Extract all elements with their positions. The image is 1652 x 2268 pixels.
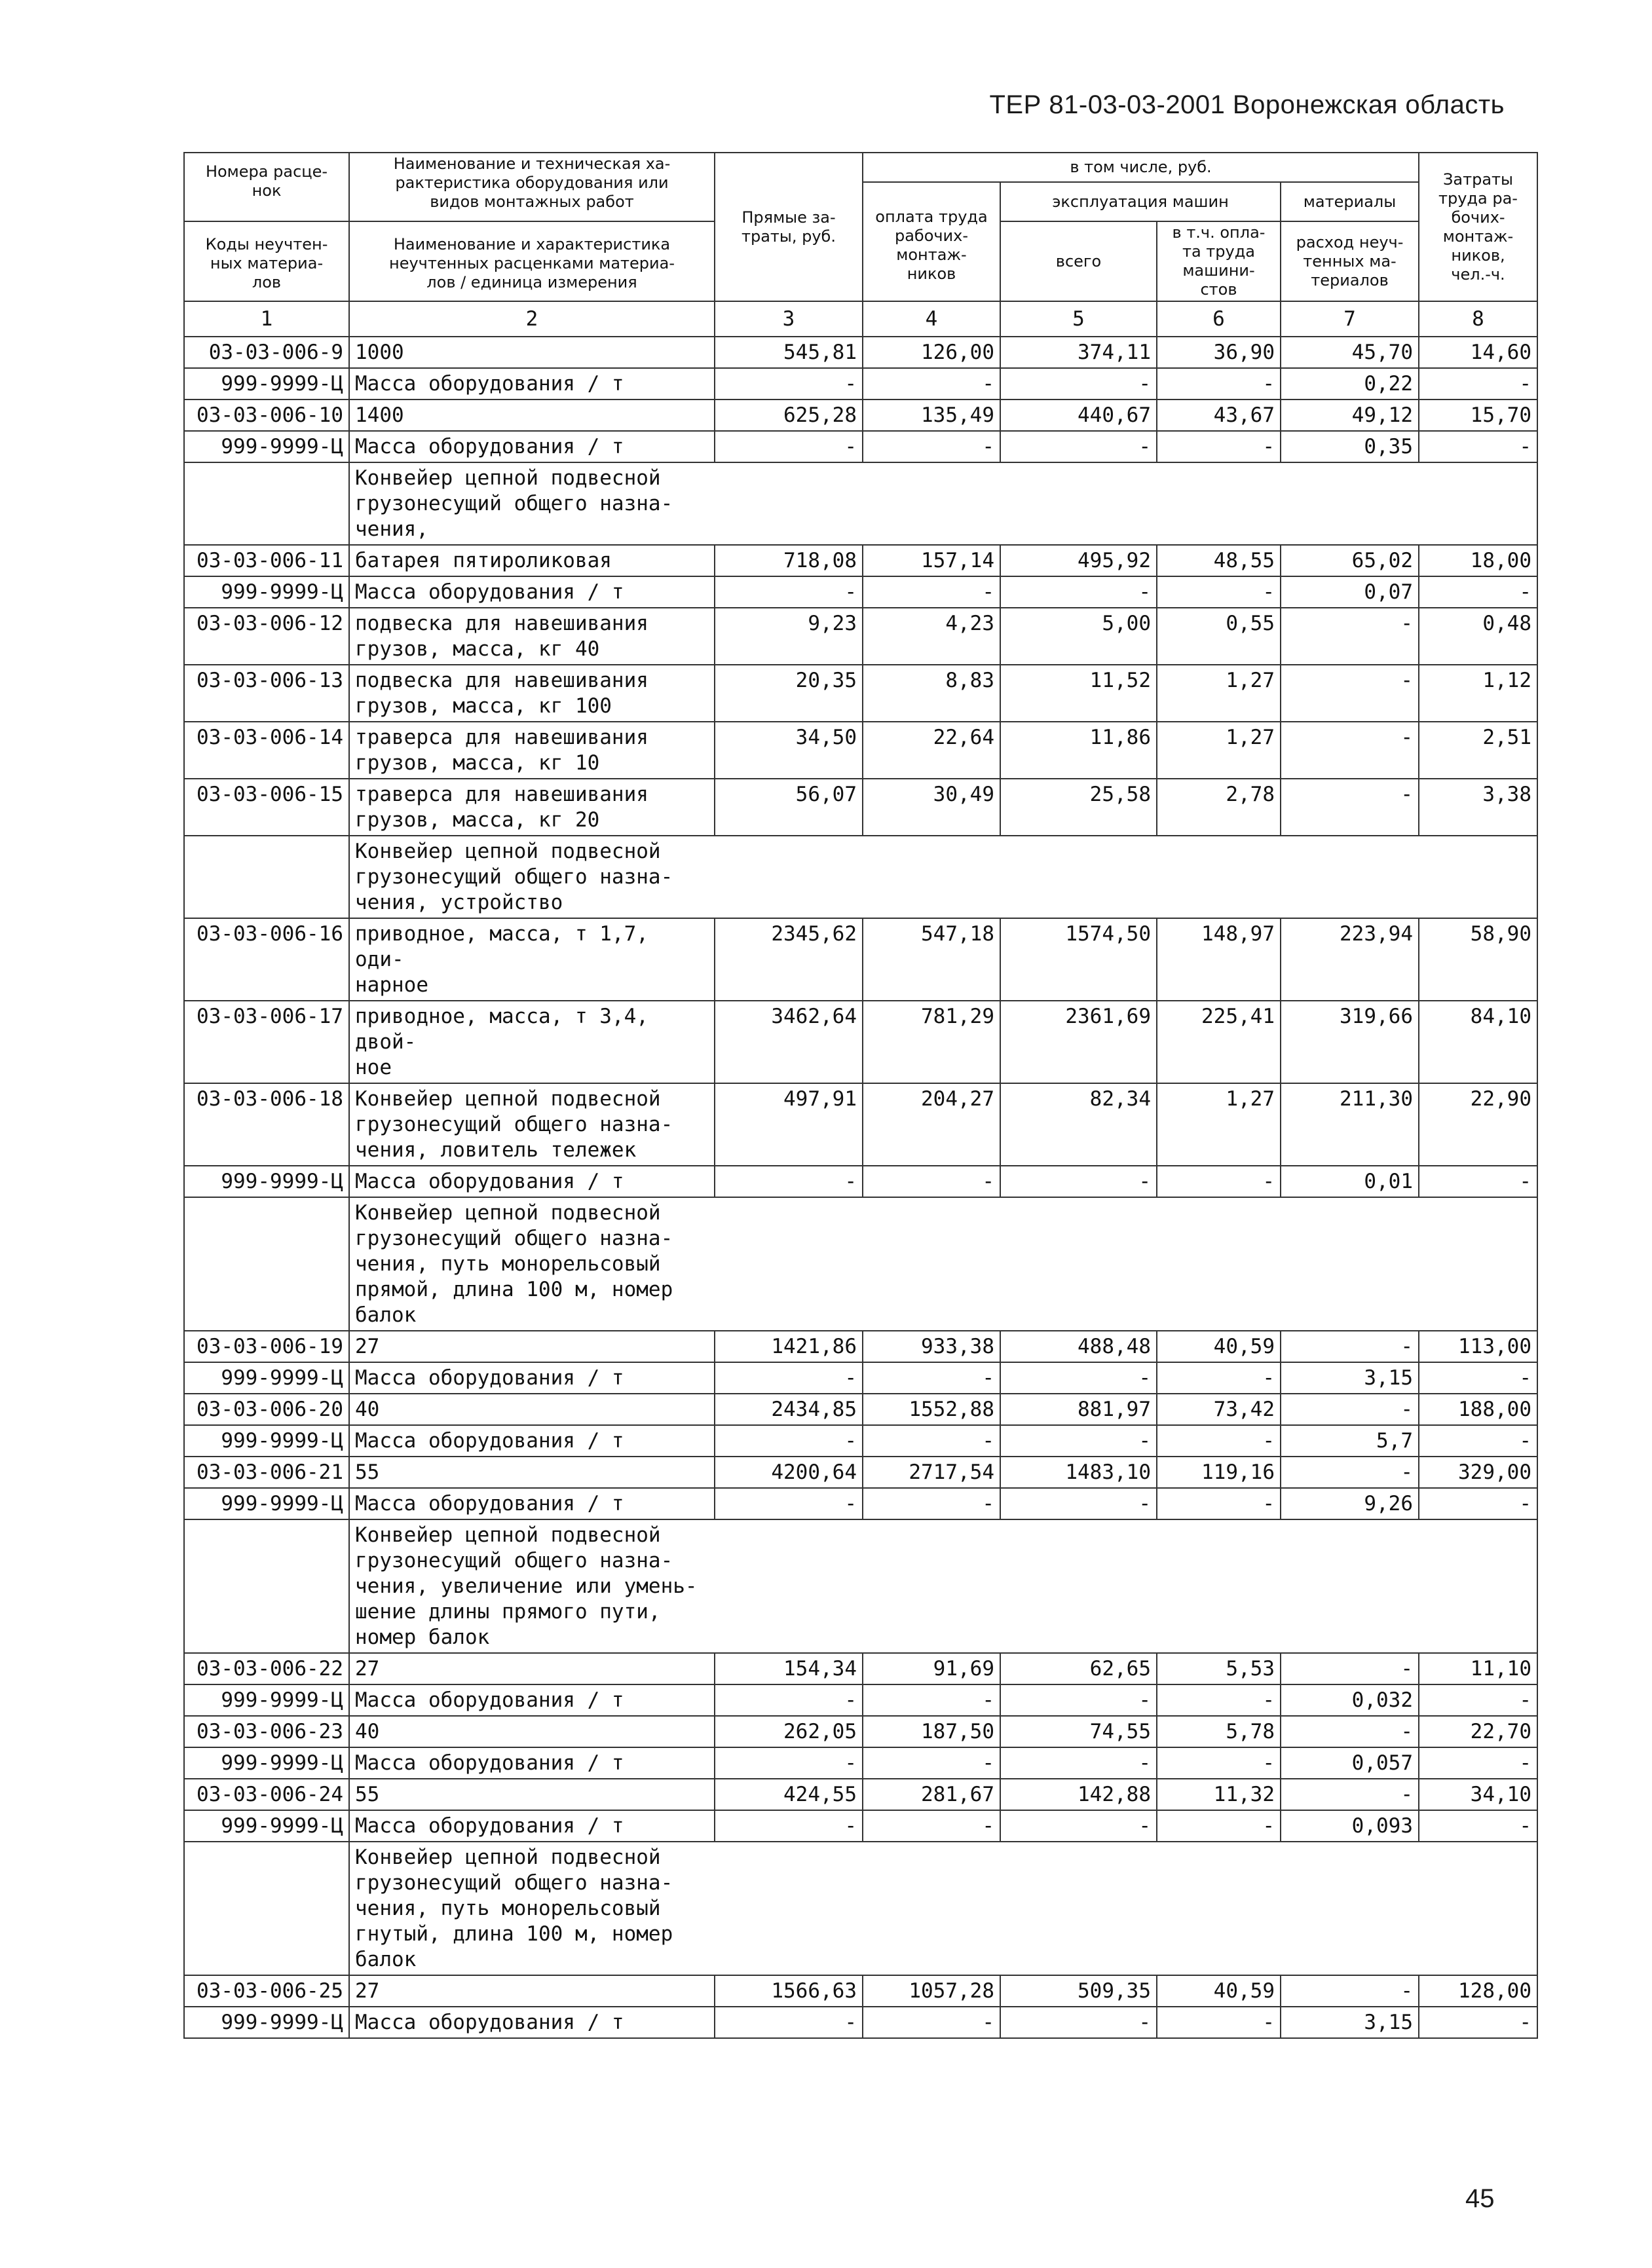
value-labor: 187,50 (863, 1716, 1000, 1747)
value-labor: - (863, 576, 1000, 608)
value-hours: 84,10 (1419, 1001, 1537, 1083)
value-mach-labor: 1,27 (1157, 722, 1281, 779)
value-hours: 18,00 (1419, 545, 1537, 576)
value-direct: 154,34 (715, 1653, 863, 1684)
section-heading: Конвейер цепной подвесной грузонесущий общего назна- чения, путь монорельсовый прямой, длина 100 м, номер балок (349, 1197, 1537, 1331)
value-labor: 781,29 (863, 1001, 1000, 1083)
column-number: 5 (1000, 301, 1157, 337)
material-name: Масса оборудования / т (349, 1488, 715, 1519)
value-mach: - (1000, 1488, 1157, 1519)
value-mat: - (1281, 1331, 1419, 1362)
rate-row (184, 1394, 1537, 1425)
value-mach: - (1000, 1684, 1157, 1716)
value-hours: 1,12 (1419, 665, 1537, 722)
section-heading-row (184, 1842, 1537, 1975)
header-machines-labor: в т.ч. опла- та труда машини- стов (1157, 221, 1281, 301)
value-mach: - (1000, 1810, 1157, 1842)
value-direct: 56,07 (715, 779, 863, 836)
value-mach: 62,65 (1000, 1653, 1157, 1684)
value-labor: - (863, 2007, 1000, 2038)
value-hours: - (1419, 1488, 1537, 1519)
empty-cell (184, 1519, 349, 1653)
rate-code: 03-03-006-25 (184, 1975, 349, 2007)
rate-code: 03-03-006-24 (184, 1779, 349, 1810)
header-materials: материалы (1281, 182, 1419, 221)
value-mat: 49,12 (1281, 400, 1419, 431)
material-code: 999-9999-Ц (184, 576, 349, 608)
value-hours: - (1419, 431, 1537, 462)
material-row (184, 1362, 1537, 1394)
column-number: 7 (1281, 301, 1419, 337)
rate-name: подвеска для навешивания грузов, масса, кг 100 (349, 665, 715, 722)
value-mat: 5,7 (1281, 1425, 1419, 1457)
value-mat: 223,94 (1281, 918, 1419, 1001)
value-mat: - (1281, 608, 1419, 665)
header-material-names: Наименование и характеристика неучтенных расценками материа- лов / единица измерения (349, 221, 715, 301)
value-labor: - (863, 1425, 1000, 1457)
value-direct: - (715, 1747, 863, 1779)
value-mach-labor: 40,59 (1157, 1975, 1281, 2007)
rate-row (184, 1001, 1537, 1083)
rates-table (183, 152, 1538, 2039)
header-including: в том числе, руб. (863, 153, 1419, 182)
value-hours: 34,10 (1419, 1779, 1537, 1810)
rate-row (184, 918, 1537, 1001)
rate-code: 03-03-006-18 (184, 1083, 349, 1166)
material-row (184, 368, 1537, 400)
value-mach-labor: - (1157, 1425, 1281, 1457)
rate-row (184, 665, 1537, 722)
rate-name: 27 (349, 1653, 715, 1684)
value-direct: 4200,64 (715, 1457, 863, 1488)
value-mat: - (1281, 1779, 1419, 1810)
material-code: 999-9999-Ц (184, 1362, 349, 1394)
column-number: 1 (184, 301, 349, 337)
material-name: Масса оборудования / т (349, 431, 715, 462)
value-mach: 440,67 (1000, 400, 1157, 431)
value-labor: 547,18 (863, 918, 1000, 1001)
material-name: Масса оборудования / т (349, 1747, 715, 1779)
document-title: ТЕР 81-03-03-2001 Воронежская область (989, 90, 1505, 119)
value-direct: - (715, 1166, 863, 1197)
value-mat: 3,15 (1281, 2007, 1419, 2038)
value-mach-labor: - (1157, 2007, 1281, 2038)
page-number: 45 (1465, 2184, 1495, 2213)
value-mach-labor: - (1157, 1747, 1281, 1779)
rate-name: 27 (349, 1331, 715, 1362)
value-mach-labor: 5,78 (1157, 1716, 1281, 1747)
value-mat: 0,22 (1281, 368, 1419, 400)
rate-code: 03-03-006-12 (184, 608, 349, 665)
material-row (184, 1747, 1537, 1779)
header-machines-total: всего (1000, 221, 1157, 301)
column-number: 4 (863, 301, 1000, 337)
rate-code: 03-03-006-14 (184, 722, 349, 779)
rate-name: Конвейер цепной подвесной грузонесущий общего назна- чения, ловитель тележек (349, 1083, 715, 1166)
material-row (184, 1488, 1537, 1519)
rate-code: 03-03-006-17 (184, 1001, 349, 1083)
rate-name: приводное, масса, т 1,7, оди- нарное (349, 918, 715, 1001)
value-mach: 495,92 (1000, 545, 1157, 576)
value-labor: 91,69 (863, 1653, 1000, 1684)
value-mat: - (1281, 1653, 1419, 1684)
section-heading: Конвейер цепной подвесной грузонесущий общего назна- чения, устройство (349, 836, 1537, 918)
value-hours: - (1419, 368, 1537, 400)
value-mat: - (1281, 722, 1419, 779)
value-direct: - (715, 1488, 863, 1519)
material-name: Масса оборудования / т (349, 1362, 715, 1394)
value-mach-labor: 119,16 (1157, 1457, 1281, 1488)
value-hours: 128,00 (1419, 1975, 1537, 2007)
value-mat: - (1281, 1716, 1419, 1747)
value-labor: - (863, 1166, 1000, 1197)
column-number: 3 (715, 301, 863, 337)
header-direct-costs: Прямые за- траты, руб. (715, 153, 863, 301)
value-mach-labor: 36,90 (1157, 337, 1281, 368)
value-mat: 65,02 (1281, 545, 1419, 576)
material-name: Масса оборудования / т (349, 1425, 715, 1457)
section-heading: Конвейер цепной подвесной грузонесущий общего назна- чения, путь монорельсовый гнутый, длина 100 м, номер балок (349, 1842, 1537, 1975)
value-mach-labor: - (1157, 431, 1281, 462)
value-labor: 30,49 (863, 779, 1000, 836)
value-mach-labor: - (1157, 1488, 1281, 1519)
rate-row (184, 1653, 1537, 1684)
column-number: 2 (349, 301, 715, 337)
value-mat: 0,057 (1281, 1747, 1419, 1779)
value-direct: - (715, 576, 863, 608)
value-direct: 545,81 (715, 337, 863, 368)
value-mach: - (1000, 368, 1157, 400)
material-name: Масса оборудования / т (349, 1684, 715, 1716)
value-mach: 1483,10 (1000, 1457, 1157, 1488)
value-labor: 2717,54 (863, 1457, 1000, 1488)
material-row (184, 1166, 1537, 1197)
column-number: 6 (1157, 301, 1281, 337)
rate-name: траверса для навешивания грузов, масса, кг 20 (349, 779, 715, 836)
value-mach-labor: 1,27 (1157, 1083, 1281, 1166)
value-hours: 22,90 (1419, 1083, 1537, 1166)
material-name: Масса оборудования / т (349, 2007, 715, 2038)
value-mat: 9,26 (1281, 1488, 1419, 1519)
rate-row (184, 1716, 1537, 1747)
material-name: Масса оборудования / т (349, 576, 715, 608)
value-labor: 8,83 (863, 665, 1000, 722)
value-mach-labor: 1,27 (1157, 665, 1281, 722)
material-name: Масса оборудования / т (349, 1810, 715, 1842)
value-direct: - (715, 1425, 863, 1457)
rate-name: приводное, масса, т 3,4, двой- ное (349, 1001, 715, 1083)
section-heading-row (184, 1197, 1537, 1331)
value-labor: 4,23 (863, 608, 1000, 665)
header-material-codes: Коды неучтен- ных материа- лов (184, 221, 349, 301)
value-mach: 509,35 (1000, 1975, 1157, 2007)
material-code: 999-9999-Ц (184, 368, 349, 400)
header-labor-costs: Затраты труда ра- бочих- монтаж- ников, чел.-ч. (1419, 153, 1537, 301)
value-hours: 11,10 (1419, 1653, 1537, 1684)
value-labor: 204,27 (863, 1083, 1000, 1166)
value-labor: 933,38 (863, 1331, 1000, 1362)
value-mach: - (1000, 1747, 1157, 1779)
material-code: 999-9999-Ц (184, 1425, 349, 1457)
value-mach-labor: - (1157, 1810, 1281, 1842)
value-mach-labor: 0,55 (1157, 608, 1281, 665)
material-code: 999-9999-Ц (184, 1747, 349, 1779)
value-direct: 20,35 (715, 665, 863, 722)
header-machines: эксплуатация машин (1000, 182, 1281, 221)
value-direct: - (715, 368, 863, 400)
value-hours: 2,51 (1419, 722, 1537, 779)
empty-cell (184, 836, 349, 918)
section-heading: Конвейер цепной подвесной грузонесущий общего назна- чения, (349, 462, 1537, 545)
value-hours: - (1419, 1684, 1537, 1716)
value-direct: 718,08 (715, 545, 863, 576)
value-mach-labor: 48,55 (1157, 545, 1281, 576)
value-mat: 3,15 (1281, 1362, 1419, 1394)
value-hours: - (1419, 1747, 1537, 1779)
value-mach: - (1000, 1362, 1157, 1394)
value-mach: - (1000, 2007, 1157, 2038)
header-materials-consumption: расход неуч- тенных ма- териалов (1281, 221, 1419, 301)
rate-name: траверса для навешивания грузов, масса, кг 10 (349, 722, 715, 779)
value-labor: 135,49 (863, 400, 1000, 431)
value-mat: 45,70 (1281, 337, 1419, 368)
value-mach: 374,11 (1000, 337, 1157, 368)
value-mat: 211,30 (1281, 1083, 1419, 1166)
material-row (184, 576, 1537, 608)
value-direct: 9,23 (715, 608, 863, 665)
material-code: 999-9999-Ц (184, 1810, 349, 1842)
header-labor-pay: оплата труда рабочих- монтаж- ников (863, 182, 1000, 301)
value-mat: 0,093 (1281, 1810, 1419, 1842)
value-mach-labor: 148,97 (1157, 918, 1281, 1001)
value-labor: - (863, 1810, 1000, 1842)
value-mat: 0,01 (1281, 1166, 1419, 1197)
material-code: 999-9999-Ц (184, 2007, 349, 2038)
value-hours: 14,60 (1419, 337, 1537, 368)
value-labor: 1057,28 (863, 1975, 1000, 2007)
value-hours: 0,48 (1419, 608, 1537, 665)
rate-row (184, 722, 1537, 779)
value-mat: 0,07 (1281, 576, 1419, 608)
rate-row (184, 608, 1537, 665)
rate-name: 55 (349, 1457, 715, 1488)
value-mach: - (1000, 1425, 1157, 1457)
material-code: 999-9999-Ц (184, 1166, 349, 1197)
value-hours: - (1419, 576, 1537, 608)
column-number: 8 (1419, 301, 1537, 337)
value-hours: - (1419, 2007, 1537, 2038)
value-mach-labor: 5,53 (1157, 1653, 1281, 1684)
material-code: 999-9999-Ц (184, 431, 349, 462)
value-mach: 5,00 (1000, 608, 1157, 665)
rate-code: 03-03-006-13 (184, 665, 349, 722)
value-mat: 0,032 (1281, 1684, 1419, 1716)
rate-code: 03-03-006-9 (184, 337, 349, 368)
header-work-name: Наименование и техническая ха- рактеристика оборудования или видов монтажных работ (349, 153, 715, 221)
material-row (184, 2007, 1537, 2038)
value-direct: - (715, 2007, 863, 2038)
value-direct: 1566,63 (715, 1975, 863, 2007)
value-labor: - (863, 431, 1000, 462)
value-hours: 113,00 (1419, 1331, 1537, 1362)
value-hours: 22,70 (1419, 1716, 1537, 1747)
value-labor: - (863, 1362, 1000, 1394)
value-labor: 157,14 (863, 545, 1000, 576)
value-direct: 2434,85 (715, 1394, 863, 1425)
rate-code: 03-03-006-20 (184, 1394, 349, 1425)
table-body (184, 337, 1537, 2038)
value-mach: - (1000, 431, 1157, 462)
rate-name: 1400 (349, 400, 715, 431)
value-mat: 319,66 (1281, 1001, 1419, 1083)
value-mach: 11,52 (1000, 665, 1157, 722)
material-row (184, 1810, 1537, 1842)
value-labor: 281,67 (863, 1779, 1000, 1810)
rate-code: 03-03-006-16 (184, 918, 349, 1001)
value-direct: 34,50 (715, 722, 863, 779)
value-direct: - (715, 1362, 863, 1394)
value-mach: 488,48 (1000, 1331, 1157, 1362)
material-row (184, 1684, 1537, 1716)
empty-cell (184, 1842, 349, 1975)
rate-code: 03-03-006-22 (184, 1653, 349, 1684)
rate-name: подвеска для навешивания грузов, масса, кг 40 (349, 608, 715, 665)
value-mach-labor: 2,78 (1157, 779, 1281, 836)
section-heading: Конвейер цепной подвесной грузонесущий общего назна- чения, увеличение или умень- шение длины прямого пути, номер балок (349, 1519, 1537, 1653)
material-name: Масса оборудования / т (349, 368, 715, 400)
value-mach-labor: - (1157, 368, 1281, 400)
rate-row (184, 1975, 1537, 2007)
value-mach: - (1000, 576, 1157, 608)
rate-row (184, 400, 1537, 431)
section-heading-row (184, 1519, 1537, 1653)
value-mat: - (1281, 1975, 1419, 2007)
value-direct: 2345,62 (715, 918, 863, 1001)
value-mach: 881,97 (1000, 1394, 1157, 1425)
value-mach: - (1000, 1166, 1157, 1197)
value-hours: - (1419, 1425, 1537, 1457)
value-mat: - (1281, 1457, 1419, 1488)
value-mach: 82,34 (1000, 1083, 1157, 1166)
value-mach-labor: 73,42 (1157, 1394, 1281, 1425)
value-mat: 0,35 (1281, 431, 1419, 462)
material-row (184, 431, 1537, 462)
value-hours: 329,00 (1419, 1457, 1537, 1488)
rate-row (184, 1457, 1537, 1488)
value-labor: 22,64 (863, 722, 1000, 779)
rate-row (184, 779, 1537, 836)
value-direct: - (715, 1684, 863, 1716)
value-mach-labor: - (1157, 1684, 1281, 1716)
rate-code: 03-03-006-11 (184, 545, 349, 576)
value-mach-labor: 11,32 (1157, 1779, 1281, 1810)
value-mat: - (1281, 1394, 1419, 1425)
rate-row (184, 545, 1537, 576)
value-hours: 3,38 (1419, 779, 1537, 836)
value-mach-labor: - (1157, 1362, 1281, 1394)
value-hours: - (1419, 1166, 1537, 1197)
rate-code: 03-03-006-21 (184, 1457, 349, 1488)
value-mach: 142,88 (1000, 1779, 1157, 1810)
rate-row (184, 1331, 1537, 1362)
material-name: Масса оборудования / т (349, 1166, 715, 1197)
material-code: 999-9999-Ц (184, 1684, 349, 1716)
material-code: 999-9999-Ц (184, 1488, 349, 1519)
value-hours: 58,90 (1419, 918, 1537, 1001)
value-mat: - (1281, 779, 1419, 836)
value-mach: 1574,50 (1000, 918, 1157, 1001)
value-mach: 25,58 (1000, 779, 1157, 836)
rate-row (184, 1083, 1537, 1166)
value-labor: 1552,88 (863, 1394, 1000, 1425)
rate-row (184, 337, 1537, 368)
empty-cell (184, 1197, 349, 1331)
value-mach-labor: - (1157, 576, 1281, 608)
value-labor: - (863, 1488, 1000, 1519)
rate-code: 03-03-006-23 (184, 1716, 349, 1747)
value-direct: - (715, 1810, 863, 1842)
value-mat: - (1281, 665, 1419, 722)
value-direct: 1421,86 (715, 1331, 863, 1362)
rate-name: 27 (349, 1975, 715, 2007)
value-direct: 424,55 (715, 1779, 863, 1810)
value-hours: - (1419, 1362, 1537, 1394)
value-labor: 126,00 (863, 337, 1000, 368)
rate-name: батарея пятироликовая (349, 545, 715, 576)
value-mach-labor: 43,67 (1157, 400, 1281, 431)
rate-name: 1000 (349, 337, 715, 368)
value-mach: 74,55 (1000, 1716, 1157, 1747)
rate-name: 40 (349, 1394, 715, 1425)
value-hours: 188,00 (1419, 1394, 1537, 1425)
rate-code: 03-03-006-19 (184, 1331, 349, 1362)
material-row (184, 1425, 1537, 1457)
empty-cell (184, 462, 349, 545)
section-heading-row (184, 836, 1537, 918)
rate-code: 03-03-006-15 (184, 779, 349, 836)
value-direct: 262,05 (715, 1716, 863, 1747)
value-direct: 625,28 (715, 400, 863, 431)
rate-code: 03-03-006-10 (184, 400, 349, 431)
section-heading-row (184, 462, 1537, 545)
value-mach: 2361,69 (1000, 1001, 1157, 1083)
value-labor: - (863, 368, 1000, 400)
value-mach: 11,86 (1000, 722, 1157, 779)
value-mach-labor: - (1157, 1166, 1281, 1197)
value-hours: 15,70 (1419, 400, 1537, 431)
value-mach-labor: 40,59 (1157, 1331, 1281, 1362)
rate-row (184, 1779, 1537, 1810)
header-rate-numbers: Номера расце- нок (184, 153, 349, 221)
value-hours: - (1419, 1810, 1537, 1842)
value-labor: - (863, 1747, 1000, 1779)
value-direct: - (715, 431, 863, 462)
value-direct: 3462,64 (715, 1001, 863, 1083)
rate-name: 55 (349, 1779, 715, 1810)
rate-name: 40 (349, 1716, 715, 1747)
value-mach-labor: 225,41 (1157, 1001, 1281, 1083)
value-direct: 497,91 (715, 1083, 863, 1166)
value-labor: - (863, 1684, 1000, 1716)
